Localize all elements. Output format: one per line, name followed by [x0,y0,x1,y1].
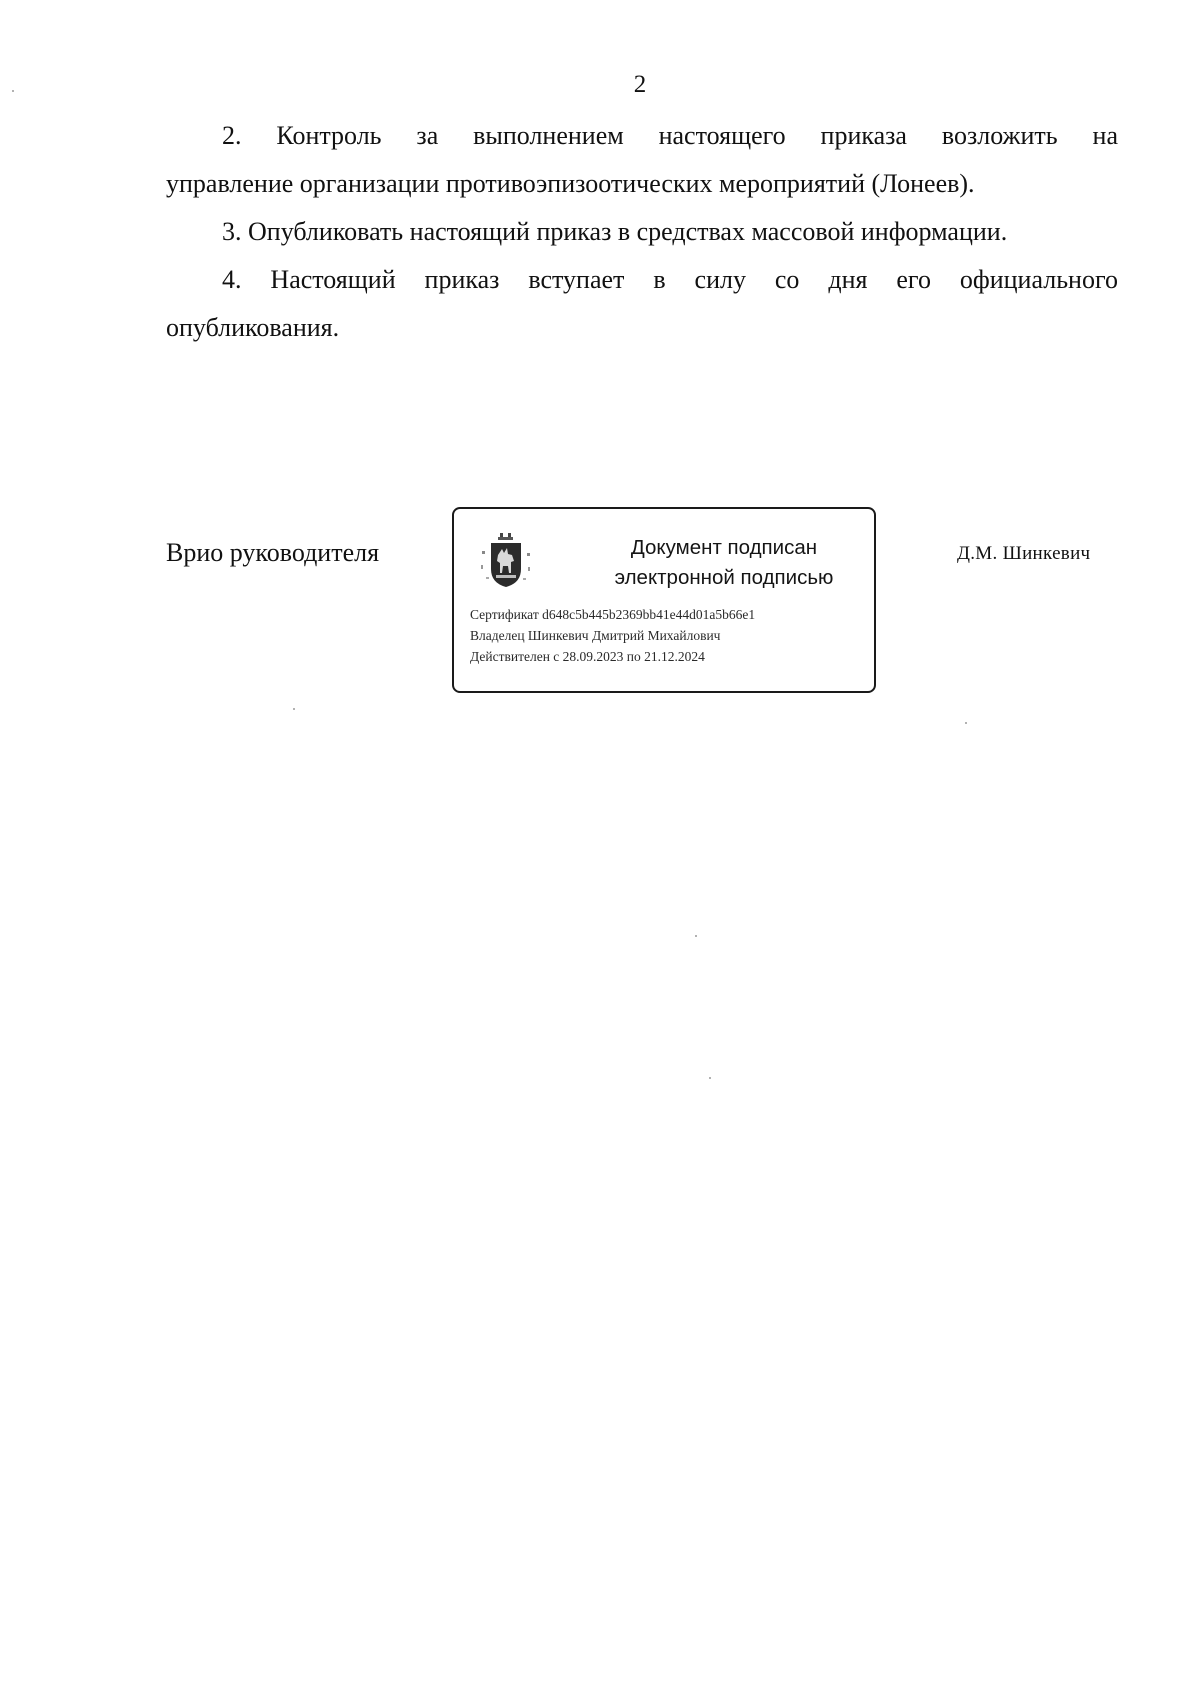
coat-of-arms-icon [478,531,534,591]
paragraph-4-line-2: опубликования. [166,313,340,342]
stamp-heading [574,533,874,593]
electronic-signature-stamp [452,507,876,693]
paragraph-2-line-1: 2. Контроль за выполнением настоящего приказа возложить на [222,121,1118,150]
stamp-owner: Владелец Шинкевич Дмитрий Михайлович [470,628,721,643]
paragraph-3 [166,208,1118,256]
stamp-heading-line-2: электронной подписью [614,566,834,589]
scan-speck [12,90,14,92]
paragraph-4-line-1: 4. Настоящий приказ вступает в силу со дня его официального [222,265,1118,294]
paragraph-4 [166,256,1118,352]
paragraph-2-line-2: управление организации противоэпизоотических мероприятий (Лонеев). [166,169,975,198]
signer-name: Д.М. Шинкевич [957,543,1091,564]
signer-position-title: Врио руководителя [166,538,380,567]
stamp-details [470,604,865,667]
scan-speck [965,722,967,724]
stamp-certificate: Сертификат d648c5b445b2369bb41e44d01a5b66e1 [470,607,756,622]
paragraph-3-line-1: 3. Опубликовать настоящий приказ в средствах массовой информации. [222,217,1008,246]
order-body-text [166,112,1118,352]
stamp-validity: Действителен с 28.09.2023 по 21.12.2024 [470,649,705,664]
scan-speck [293,708,295,710]
scan-speck [709,1077,711,1079]
stamp-heading-line-1: Документ подписан [630,536,818,559]
paragraph-2 [166,112,1118,208]
scan-speck [695,935,697,937]
page-number: 2 [633,71,647,98]
